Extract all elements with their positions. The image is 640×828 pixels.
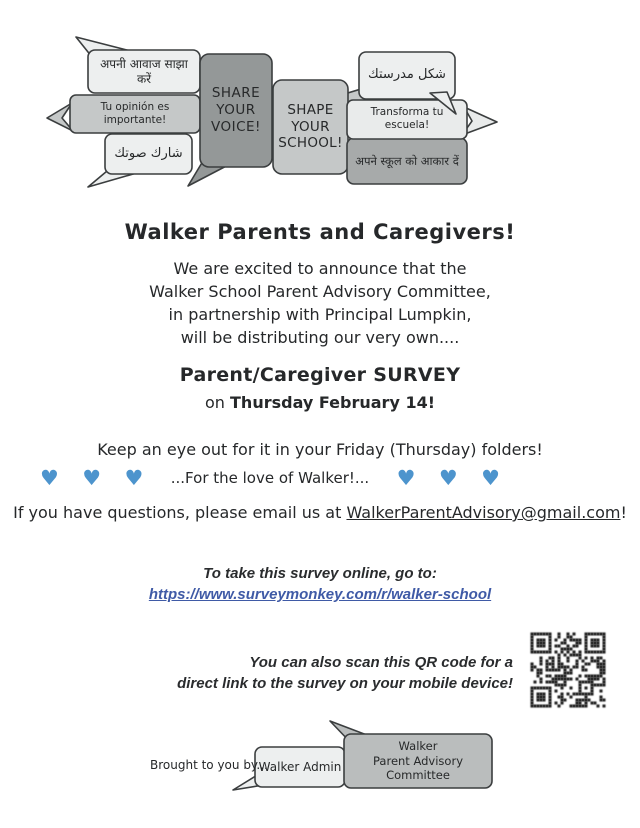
- bubble-arrow-opinion-left: [47, 103, 73, 131]
- hearts-row: [40, 468, 500, 488]
- intro-line-1: We are excited to announce that the: [173, 259, 467, 278]
- questions-prefix: If you have questions, please email us at: [13, 503, 347, 522]
- bubble-opinion-spanish-label: Tu opinión es importante!: [100, 100, 170, 126]
- qr-instruction-line-2: direct link to the survey on your mobile device!: [177, 675, 513, 692]
- questions-line: [0, 503, 640, 522]
- qr-code: [527, 627, 609, 713]
- bubble-shape-school-arabic-label: شكل مدرستك: [368, 67, 446, 83]
- online-survey-intro: To take this survey online, go to:: [203, 565, 437, 582]
- heart-icon: ♥: [396, 466, 416, 490]
- intro-line-2: Walker School Parent Advisory Committee,: [149, 282, 491, 301]
- survey-title: Parent/Caregiver SURVEY: [179, 364, 461, 386]
- bubble-transforma-spanish-label: Transforma tu escuela!: [370, 105, 444, 131]
- survey-date: Thursday February 14!: [230, 393, 435, 412]
- intro-line-3: in partnership with Principal Lumpkin,: [168, 305, 472, 324]
- heart-icon: ♥: [438, 466, 458, 490]
- heart-icon: ♥: [40, 466, 59, 490]
- online-survey-block: [40, 563, 600, 605]
- heart-icon: ♥: [82, 466, 102, 490]
- bubble-share-voice-arabic-label: شارك صوتك: [114, 145, 183, 161]
- bubble-walker-admin-label: Walker Admin: [258, 759, 342, 774]
- survey-url-link[interactable]: https://www.surveymonkey.com/r/walker-school: [148, 586, 492, 603]
- bubble-shape-your-school-label: SHAPE YOUR SCHOOL!: [278, 101, 343, 152]
- qr-instructions: [100, 652, 513, 694]
- survey-date-line: [0, 393, 640, 412]
- email-link[interactable]: WalkerParentAdvisory@gmail.com: [346, 503, 621, 522]
- heart-icon: ♥: [124, 466, 144, 490]
- bubble-pac-label: [346, 738, 490, 784]
- brought-to-you-by-label: Brought to you by...: [150, 758, 268, 772]
- questions-suffix: !: [620, 503, 627, 522]
- survey-date-prefix: on: [205, 393, 231, 412]
- pac-line-1: Walker: [398, 739, 438, 754]
- page-title: Walker Parents and Caregivers!: [124, 220, 516, 244]
- bubble-shape-school-hindi-label: अपने स्कूल को आकार दें: [355, 153, 459, 168]
- heart-icon: ♥: [481, 466, 500, 490]
- love-of-walker-line: ...For the love of Walker!...: [170, 469, 370, 487]
- folders-line: Keep an eye out for it in your Friday (Thursday) folders!: [97, 440, 543, 459]
- bubble-share-your-voice-label: SHARE YOUR VOICE!: [211, 85, 261, 135]
- bubble-share-voice-hindi-label: अपनी आवाज साझा करें: [100, 56, 188, 86]
- pac-line-2: Parent Advisory Committee: [373, 753, 463, 783]
- intro-line-4: will be distributing our very own....: [180, 328, 460, 347]
- qr-instruction-line-1: You can also scan this QR code for a: [249, 654, 513, 671]
